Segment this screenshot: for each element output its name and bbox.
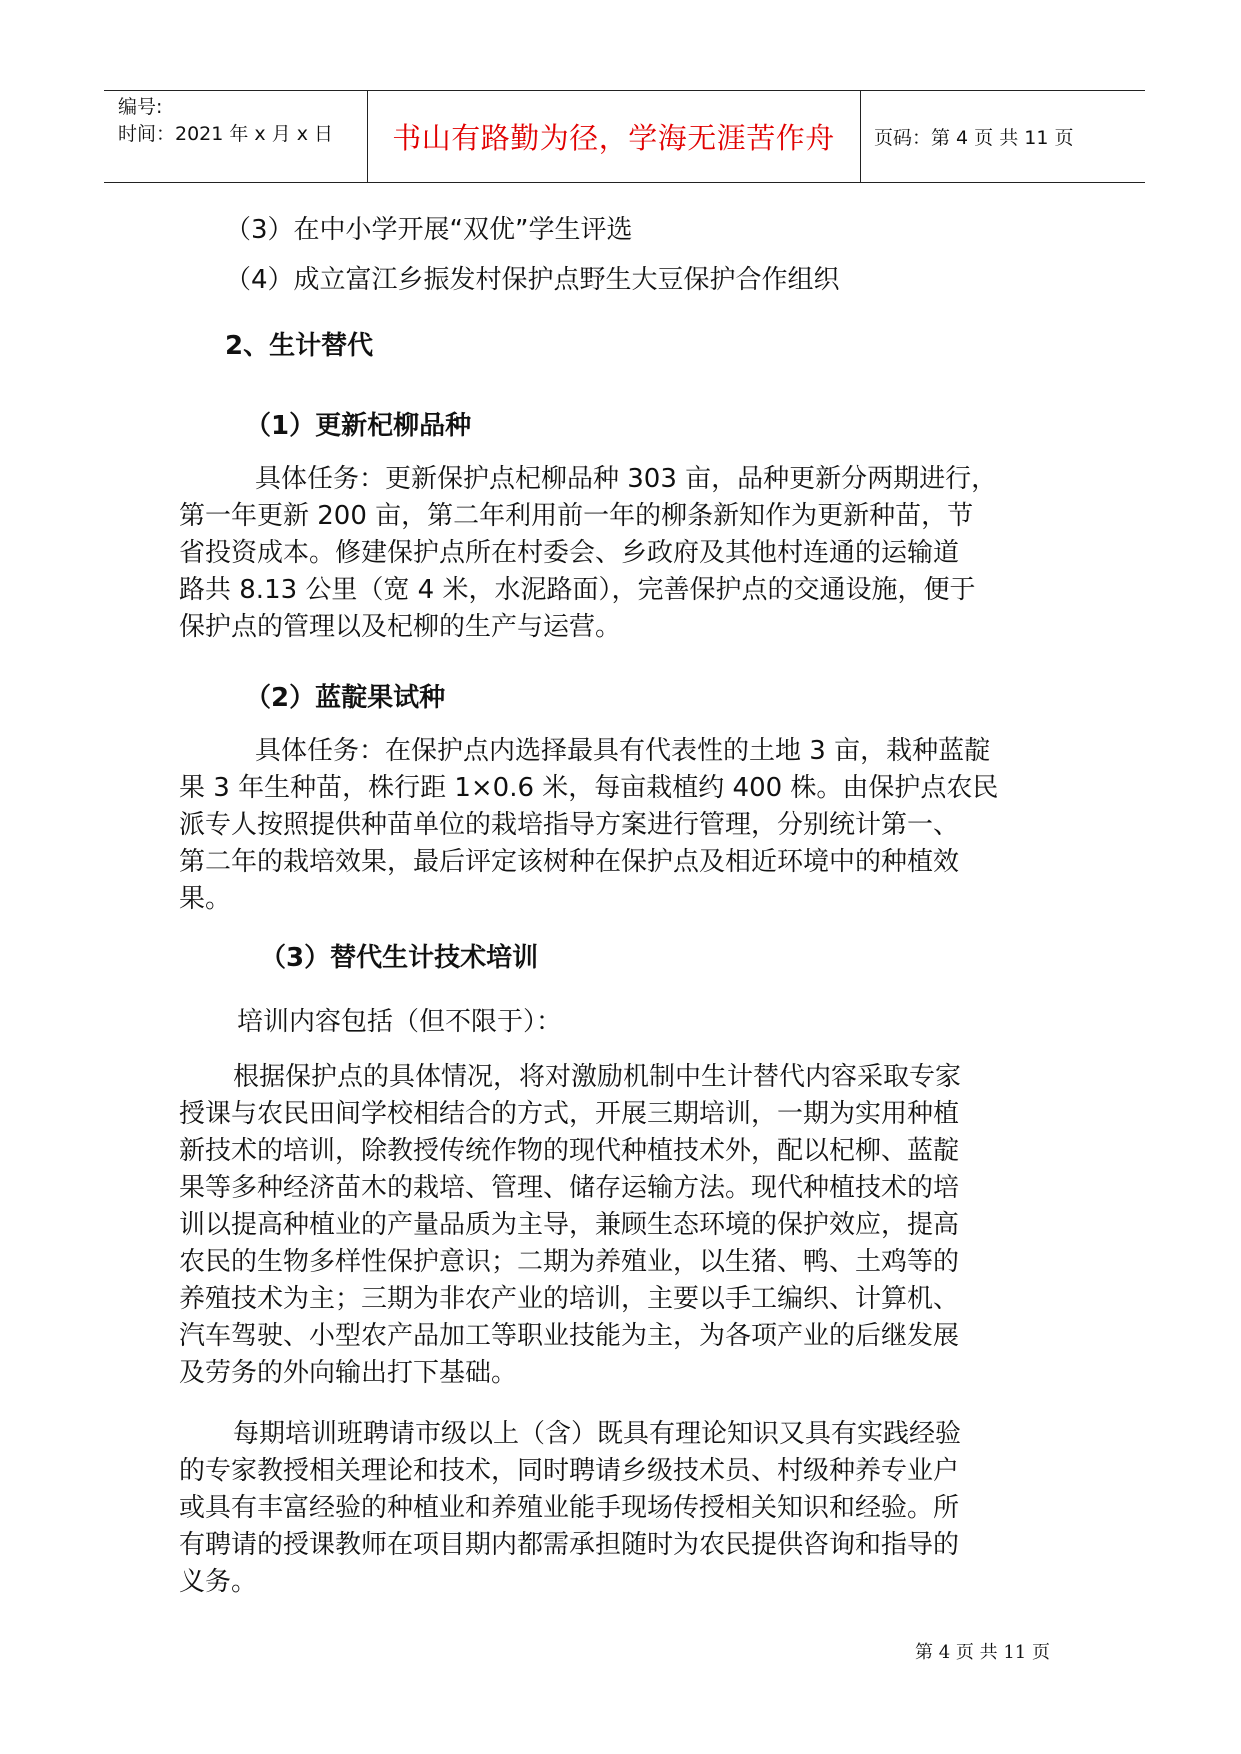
subsection-heading-2: （2）蓝靛果试种 xyxy=(245,683,446,713)
para1-line-7: 养殖技术为主；三期为非农产业的培训，主要以手工编织、计算机、 xyxy=(179,1284,960,1314)
para2-line-1: 每期培训班聘请市级以上（含）既具有理论知识又具有实践经验 xyxy=(233,1419,962,1449)
subsection-heading-1: （1）更新杞柳品种 xyxy=(245,411,472,441)
para1-line-3: 新技术的培训，除教授传统作物的现代种植技术外，配以杞柳、蓝靛 xyxy=(179,1136,960,1166)
subsection-heading-3: （3）替代生计技术培训 xyxy=(260,943,539,973)
sub2-line-2: 果 3 年生种苗，株行距 1×0.6 米，每亩栽植约 400 株。由保护点农民 xyxy=(179,773,999,803)
para1-line-1: 根据保护点的具体情况，将对激励机制中生计替代内容采取专家 xyxy=(233,1062,962,1092)
list-item-4: （4）成立富江乡振发村保护点野生大豆保护合作组织 xyxy=(225,265,840,295)
sub2-line-1: 具体任务：在保护点内选择最具有代表性的土地 3 亩，栽种蓝靛 xyxy=(255,736,991,766)
sub1-line-2: 第一年更新 200 亩，第二年利用前一年的柳条新知作为更新种苗，节 xyxy=(179,501,974,531)
section-heading-2: 2、生计替代 xyxy=(225,331,374,361)
sub2-line-5: 果。 xyxy=(179,884,232,914)
sub1-line-5: 保护点的管理以及杞柳的生产与运营。 xyxy=(179,612,622,642)
document-time-label: 时间：2021 年 x 月 x 日 xyxy=(118,123,334,145)
para1-line-6: 农民的生物多样性保护意识；二期为养殖业，以生猪、鸭、土鸡等的 xyxy=(179,1247,960,1277)
para1-line-2: 授课与农民田间学校相结合的方式，开展三期培训，一期为实用种植 xyxy=(179,1099,960,1129)
page-header xyxy=(104,90,1145,183)
para1-line-8: 汽车驾驶、小型农产品加工等职业技能为主，为各项产业的后继发展 xyxy=(179,1321,960,1351)
para1-line-9: 及劳务的外向输出打下基础。 xyxy=(179,1358,518,1388)
para2-line-3: 或具有丰富经验的种植业和养殖业能手现场传授相关知识和经验。所 xyxy=(179,1493,960,1523)
page-footer: 第 4 页 共 11 页 xyxy=(915,1642,1050,1663)
header-meta xyxy=(118,94,333,148)
header-motto: 书山有路勤为径，学海无涯苦作舟 xyxy=(392,121,835,155)
header-page-info: 页码：第 4 页 共 11 页 xyxy=(874,127,1074,149)
sub1-line-4: 路共 8.13 公里（宽 4 米，水泥路面），完善保护点的交通设施，便于 xyxy=(179,575,976,605)
sub1-line-3: 省投资成本。修建保护点所在村委会、乡政府及其他村连通的运输道 xyxy=(179,538,960,568)
para1-line-4: 果等多种经济苗木的栽培、管理、储存运输方法。现代种植技术的培 xyxy=(179,1173,960,1203)
list-item-3: （3）在中小学开展“双优”学生评选 xyxy=(225,215,633,245)
header-divider-right xyxy=(860,90,861,183)
para2-line-2: 的专家教授相关理论和技术，同时聘请乡级技术员、村级种养专业户 xyxy=(179,1456,960,1486)
para1-line-5: 训以提高种植业的产量品质为主导，兼顾生态环境的保护效应，提高 xyxy=(179,1210,960,1240)
training-intro: 培训内容包括（但不限于）： xyxy=(237,1007,563,1037)
sub2-line-4: 第二年的栽培效果，最后评定该树种在保护点及相近环境中的种植效 xyxy=(179,847,960,877)
sub2-line-3: 派专人按照提供种苗单位的栽培指导方案进行管理，分别统计第一、 xyxy=(179,810,960,840)
document-number-label: 编号: xyxy=(118,96,163,118)
sub1-line-1: 具体任务：更新保护点杞柳品种 303 亩，品种更新分两期进行， xyxy=(255,464,998,494)
para2-line-4: 有聘请的授课教师在项目期内都需承担随时为农民提供咨询和指导的 xyxy=(179,1530,960,1560)
para2-line-5: 义务。 xyxy=(179,1567,258,1597)
